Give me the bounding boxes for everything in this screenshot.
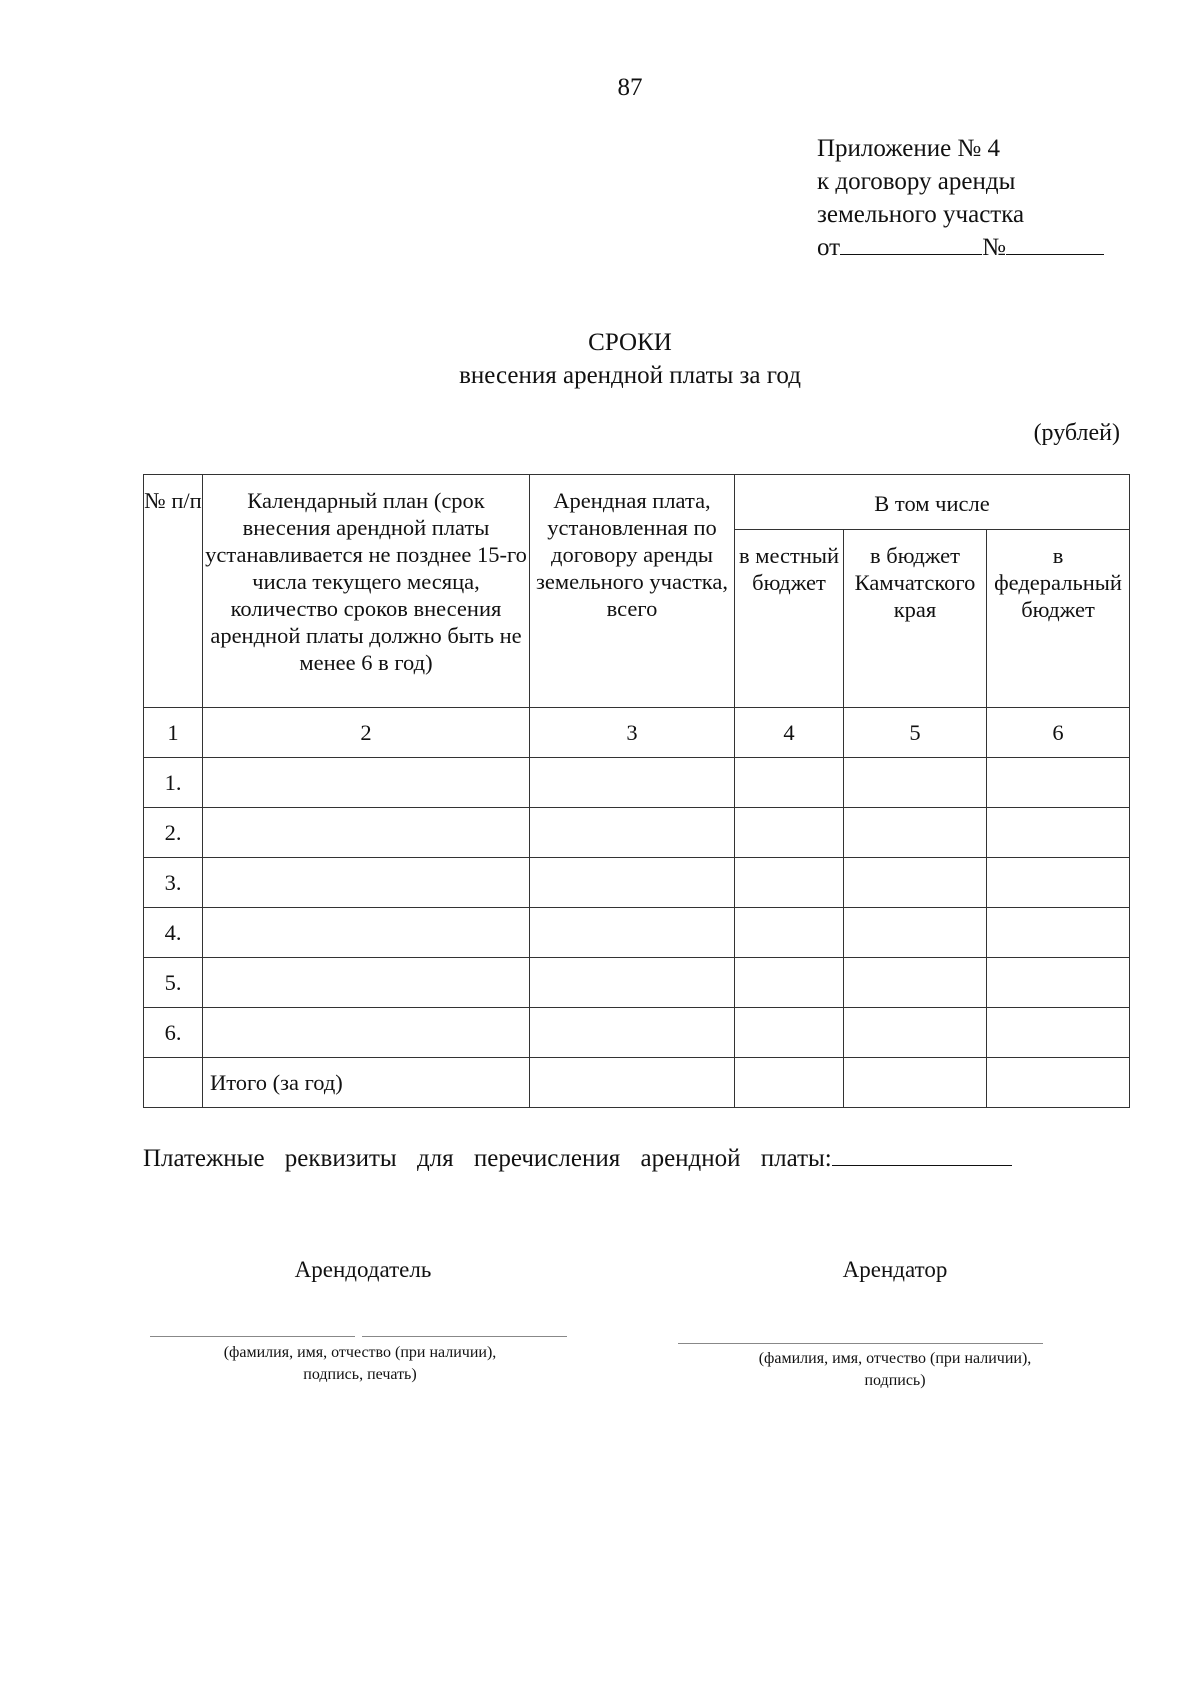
cell-blank (530, 808, 735, 858)
cell-blank (987, 808, 1130, 858)
table-row (144, 808, 1130, 858)
title-sub: внесения арендной платы за год (459, 362, 801, 389)
appendix-line-4 (817, 231, 1104, 264)
cell-blank (987, 1008, 1130, 1058)
cell-blank (987, 958, 1130, 1008)
column-number: 1 (144, 708, 203, 758)
tenant-label: Арендатор (842, 1257, 948, 1282)
cell-blank (530, 858, 735, 908)
column-numbers-row (144, 708, 1130, 758)
units-note: (рублей) (1033, 420, 1120, 446)
appendix-line-2: к договору аренды (817, 168, 1016, 195)
table-row (144, 858, 1130, 908)
cell-blank (987, 908, 1130, 958)
table-row (144, 908, 1130, 958)
header-regional-budget: в бюджет Камчатского края (844, 530, 987, 708)
table-row (144, 1008, 1130, 1058)
appendix-date-blank (840, 254, 982, 255)
cell-blank (844, 808, 987, 858)
cell-blank (844, 758, 987, 808)
cell-blank (844, 1058, 987, 1108)
tenant-caption: (фамилия, имя, отчество (при наличии), подпись) (758, 1350, 1032, 1389)
row-number: 5. (144, 958, 203, 1008)
table-header-row (144, 475, 1130, 530)
total-row (144, 1058, 1130, 1108)
appendix-line-1: Приложение № 4 (817, 135, 1001, 162)
header-federal-budget: в федеральный бюджет (987, 530, 1130, 708)
cell-blank (735, 858, 844, 908)
cell-blank (735, 758, 844, 808)
header-number: № п/п (144, 475, 203, 708)
row-number: 4. (144, 908, 203, 958)
cell-blank (203, 958, 530, 1008)
cell-blank (735, 958, 844, 1008)
cell-blank (987, 758, 1130, 808)
column-number: 5 (844, 708, 987, 758)
landlord-label: Арендодатель (294, 1257, 432, 1282)
header-calendar-plan: Календарный план (срок внесения арендной платы устанавливается не позднее 15-го числа текущего месяца, количество сроков внесения арендной платы должно быть не менее 6 в год) (203, 475, 530, 708)
cell-blank (144, 1058, 203, 1108)
document-title (0, 326, 1200, 392)
cell-blank (203, 1008, 530, 1058)
cell-blank (735, 908, 844, 958)
column-number: 4 (735, 708, 844, 758)
appendix-header (817, 132, 1104, 264)
payment-details-blank (832, 1165, 1012, 1166)
cell-blank (530, 908, 735, 958)
row-number: 6. (144, 1008, 203, 1058)
tenant-signature-line (678, 1343, 1043, 1344)
cell-blank (844, 1008, 987, 1058)
total-label: Итого (за год) (203, 1058, 530, 1108)
row-number: 3. (144, 858, 203, 908)
landlord-caption: (фамилия, имя, отчество (при наличии), подпись, печать) (223, 1344, 497, 1383)
cell-blank (203, 858, 530, 908)
appendix-number-blank (1006, 254, 1104, 255)
payment-details-label: Платежные реквизиты для перечисления арендной платы: (143, 1145, 832, 1172)
cell-blank (530, 958, 735, 1008)
cell-blank (844, 908, 987, 958)
landlord-signature-line (362, 1336, 567, 1337)
row-number: 2. (144, 808, 203, 858)
page-number: 87 (617, 74, 643, 101)
cell-blank (735, 808, 844, 858)
cell-blank (530, 1008, 735, 1058)
header-local-budget: в местный бюджет (735, 530, 844, 708)
cell-blank (530, 758, 735, 808)
cell-blank (203, 758, 530, 808)
landlord-name-line (150, 1336, 355, 1337)
header-rent-total: Арендная плата, установленная по договору аренды земельного участка, всего (530, 475, 735, 708)
column-number: 3 (530, 708, 735, 758)
table-row (144, 958, 1130, 1008)
cell-blank (987, 858, 1130, 908)
cell-blank (530, 1058, 735, 1108)
title-main: СРОКИ (588, 329, 672, 356)
header-including: В том числе (735, 475, 1130, 530)
appendix-number-label: № (982, 234, 1006, 261)
appendix-line-3: земельного участка (817, 201, 1025, 228)
payment-details (143, 1145, 1012, 1173)
payment-schedule-table (143, 474, 1130, 1108)
cell-blank (735, 1008, 844, 1058)
cell-blank (844, 958, 987, 1008)
cell-blank (987, 1058, 1130, 1108)
row-number: 1. (144, 758, 203, 808)
column-number: 2 (203, 708, 530, 758)
cell-blank (203, 808, 530, 858)
appendix-date-label: от (817, 234, 841, 261)
column-number: 6 (987, 708, 1130, 758)
table-row (144, 758, 1130, 808)
cell-blank (735, 1058, 844, 1108)
cell-blank (203, 908, 530, 958)
cell-blank (844, 858, 987, 908)
